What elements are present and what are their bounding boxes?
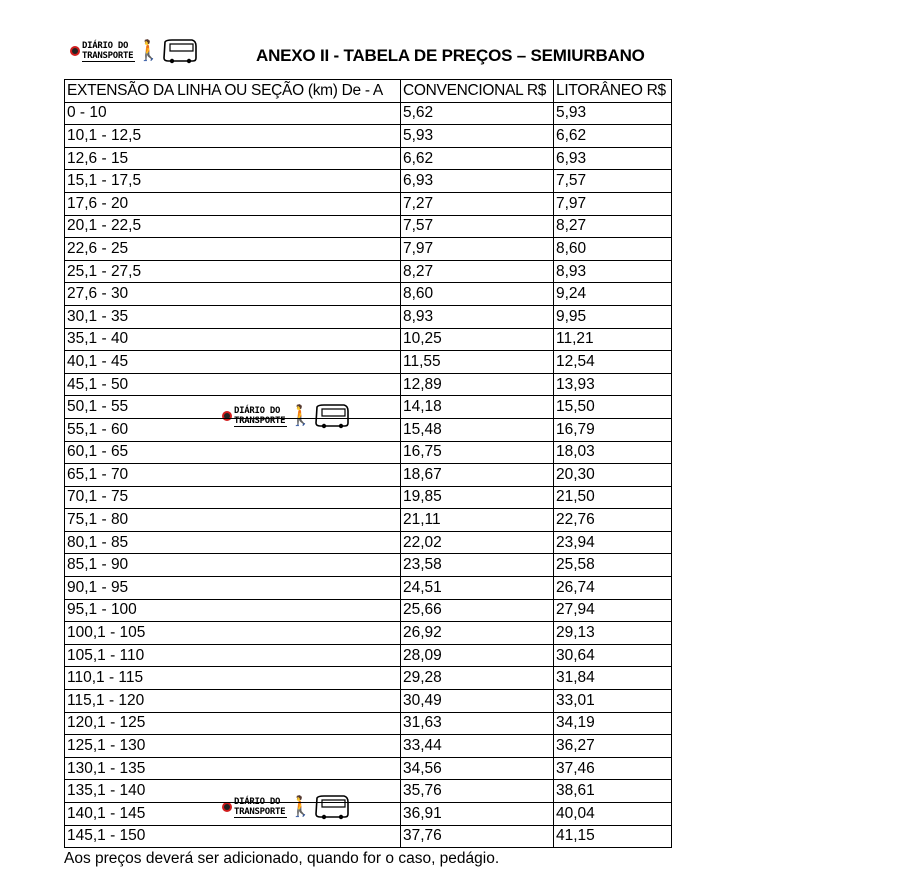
cell-conventional-price: 8,93 xyxy=(401,305,554,328)
cell-extension: 35,1 - 40 xyxy=(65,328,401,351)
cell-conventional-price: 7,27 xyxy=(401,192,554,215)
cell-conventional-price: 6,93 xyxy=(401,170,554,193)
cell-coastal-price: 38,61 xyxy=(554,780,672,803)
cell-extension: 70,1 - 75 xyxy=(65,486,401,509)
cell-conventional-price: 11,55 xyxy=(401,351,554,374)
cell-coastal-price: 9,95 xyxy=(554,305,672,328)
table-row xyxy=(65,328,672,351)
table-row xyxy=(65,554,672,577)
cell-coastal-price: 23,94 xyxy=(554,531,672,554)
cell-coastal-price: 34,19 xyxy=(554,712,672,735)
cell-extension: 40,1 - 45 xyxy=(65,351,401,374)
cell-conventional-price: 37,76 xyxy=(401,825,554,848)
table-row xyxy=(65,509,672,532)
table-row xyxy=(65,238,672,261)
cell-extension: 85,1 - 90 xyxy=(65,554,401,577)
cell-extension: 0 - 10 xyxy=(65,102,401,125)
cell-coastal-price: 41,15 xyxy=(554,825,672,848)
cell-extension: 105,1 - 110 xyxy=(65,644,401,667)
cell-coastal-price: 20,30 xyxy=(554,464,672,487)
logo-badge-icon xyxy=(70,46,80,56)
cell-conventional-price: 33,44 xyxy=(401,735,554,758)
cell-coastal-price: 7,97 xyxy=(554,192,672,215)
cell-coastal-price: 25,58 xyxy=(554,554,672,577)
column-header-coastal: LITORÂNEO R$ xyxy=(554,80,672,103)
cell-extension: 30,1 - 35 xyxy=(65,305,401,328)
cell-extension: 10,1 - 12,5 xyxy=(65,125,401,148)
table-row xyxy=(65,735,672,758)
cell-coastal-price: 9,24 xyxy=(554,283,672,306)
cell-conventional-price: 5,62 xyxy=(401,102,554,125)
cell-extension: 75,1 - 80 xyxy=(65,509,401,532)
cell-conventional-price: 12,89 xyxy=(401,373,554,396)
table-row xyxy=(65,667,672,690)
table-row xyxy=(65,351,672,374)
cell-coastal-price: 30,64 xyxy=(554,644,672,667)
bus-icon xyxy=(162,38,198,64)
cell-extension: 130,1 - 135 xyxy=(65,757,401,780)
cell-extension: 100,1 - 105 xyxy=(65,622,401,645)
cell-extension: 90,1 - 95 xyxy=(65,577,401,600)
cell-extension: 65,1 - 70 xyxy=(65,464,401,487)
table-row xyxy=(65,825,672,848)
table-row xyxy=(65,464,672,487)
table-row xyxy=(65,260,672,283)
cell-extension: 120,1 - 125 xyxy=(65,712,401,735)
cell-coastal-price: 29,13 xyxy=(554,622,672,645)
table-row xyxy=(65,577,672,600)
page-title: ANEXO II - TABELA DE PREÇOS – SEMIURBANO xyxy=(256,46,645,65)
cell-coastal-price: 26,74 xyxy=(554,577,672,600)
cell-extension: 110,1 - 115 xyxy=(65,667,401,690)
table-row xyxy=(65,192,672,215)
cell-coastal-price: 12,54 xyxy=(554,351,672,374)
table-row xyxy=(65,803,672,826)
cell-conventional-price: 22,02 xyxy=(401,531,554,554)
column-header-extension: EXTENSÃO DA LINHA OU SEÇÃO (km) De - A xyxy=(65,80,401,103)
table-row xyxy=(65,690,672,713)
cell-conventional-price: 7,57 xyxy=(401,215,554,238)
cell-extension: 115,1 - 120 xyxy=(65,690,401,713)
cell-conventional-price: 8,60 xyxy=(401,283,554,306)
table-row xyxy=(65,712,672,735)
cell-coastal-price: 21,50 xyxy=(554,486,672,509)
cell-coastal-price: 8,27 xyxy=(554,215,672,238)
cell-conventional-price: 36,91 xyxy=(401,803,554,826)
person-icon: 🚶 xyxy=(288,796,314,818)
table-row xyxy=(65,780,672,803)
table-row xyxy=(65,283,672,306)
table-row xyxy=(65,531,672,554)
cell-conventional-price: 31,63 xyxy=(401,712,554,735)
cell-extension: 15,1 - 17,5 xyxy=(65,170,401,193)
cell-extension: 135,1 - 140 xyxy=(65,780,401,803)
cell-conventional-price: 34,56 xyxy=(401,757,554,780)
cell-coastal-price: 37,46 xyxy=(554,757,672,780)
watermark-line2: TRANSPORTE xyxy=(234,415,286,426)
cell-coastal-price: 36,27 xyxy=(554,735,672,758)
table-row xyxy=(65,486,672,509)
cell-extension: 27,6 - 30 xyxy=(65,283,401,306)
cell-extension: 80,1 - 85 xyxy=(65,531,401,554)
table-row xyxy=(65,757,672,780)
cell-conventional-price: 16,75 xyxy=(401,441,554,464)
table-row xyxy=(65,418,672,441)
cell-coastal-price: 5,93 xyxy=(554,102,672,125)
table-row xyxy=(65,147,672,170)
table-row xyxy=(65,215,672,238)
cell-extension: 125,1 - 130 xyxy=(65,735,401,758)
table-row xyxy=(65,170,672,193)
cell-conventional-price: 24,51 xyxy=(401,577,554,600)
person-icon: 🚶 xyxy=(288,405,314,427)
table-row xyxy=(65,305,672,328)
cell-conventional-price: 21,11 xyxy=(401,509,554,532)
cell-coastal-price: 8,93 xyxy=(554,260,672,283)
cell-conventional-price: 6,62 xyxy=(401,147,554,170)
table-row xyxy=(65,125,672,148)
table-row xyxy=(65,373,672,396)
logo-line1: DIÁRIO DO xyxy=(82,40,129,51)
table-row xyxy=(65,644,672,667)
cell-coastal-price: 22,76 xyxy=(554,509,672,532)
cell-extension: 145,1 - 150 xyxy=(65,825,401,848)
cell-conventional-price: 19,85 xyxy=(401,486,554,509)
watermark-line1: DIÁRIO DO xyxy=(234,796,281,807)
cell-coastal-price: 13,93 xyxy=(554,373,672,396)
cell-conventional-price: 28,09 xyxy=(401,644,554,667)
cell-coastal-price: 31,84 xyxy=(554,667,672,690)
cell-coastal-price: 6,93 xyxy=(554,147,672,170)
cell-extension: 55,1 - 60 xyxy=(65,418,401,441)
cell-conventional-price: 26,92 xyxy=(401,622,554,645)
cell-coastal-price: 40,04 xyxy=(554,803,672,826)
cell-extension: 25,1 - 27,5 xyxy=(65,260,401,283)
cell-conventional-price: 15,48 xyxy=(401,418,554,441)
cell-extension: 95,1 - 100 xyxy=(65,599,401,622)
cell-conventional-price: 25,66 xyxy=(401,599,554,622)
cell-conventional-price: 23,58 xyxy=(401,554,554,577)
table-row xyxy=(65,599,672,622)
cell-extension: 20,1 - 22,5 xyxy=(65,215,401,238)
cell-coastal-price: 15,50 xyxy=(554,396,672,419)
table-row xyxy=(65,102,672,125)
cell-conventional-price: 8,27 xyxy=(401,260,554,283)
cell-conventional-price: 30,49 xyxy=(401,690,554,713)
cell-coastal-price: 7,57 xyxy=(554,170,672,193)
cell-conventional-price: 18,67 xyxy=(401,464,554,487)
diario-do-transporte-logo xyxy=(70,38,198,64)
cell-extension: 60,1 - 65 xyxy=(65,441,401,464)
cell-coastal-price: 18,03 xyxy=(554,441,672,464)
table-row xyxy=(65,622,672,645)
person-icon: 🚶 xyxy=(136,40,162,62)
table-row xyxy=(65,396,672,419)
cell-extension: 140,1 - 145 xyxy=(65,803,401,826)
watermark-line1: DIÁRIO DO xyxy=(234,405,281,416)
cell-conventional-price: 14,18 xyxy=(401,396,554,419)
footnote: Aos preços deverá ser adicionado, quando for o caso, pedágio. xyxy=(64,850,500,867)
cell-extension: 45,1 - 50 xyxy=(65,373,401,396)
cell-coastal-price: 6,62 xyxy=(554,125,672,148)
table-header-row xyxy=(65,80,672,103)
cell-coastal-price: 27,94 xyxy=(554,599,672,622)
cell-extension: 12,6 - 15 xyxy=(65,147,401,170)
cell-conventional-price: 35,76 xyxy=(401,780,554,803)
cell-extension: 17,6 - 20 xyxy=(65,192,401,215)
price-table xyxy=(64,79,672,848)
cell-conventional-price: 29,28 xyxy=(401,667,554,690)
cell-extension: 22,6 - 25 xyxy=(65,238,401,261)
cell-coastal-price: 11,21 xyxy=(554,328,672,351)
cell-extension: 50,1 - 55 xyxy=(65,396,401,419)
cell-conventional-price: 5,93 xyxy=(401,125,554,148)
cell-conventional-price: 7,97 xyxy=(401,238,554,261)
price-table-body xyxy=(65,102,672,848)
cell-conventional-price: 10,25 xyxy=(401,328,554,351)
table-row xyxy=(65,441,672,464)
logo-line2: TRANSPORTE xyxy=(82,50,134,61)
cell-coastal-price: 33,01 xyxy=(554,690,672,713)
column-header-conventional: CONVENCIONAL R$ xyxy=(401,80,554,103)
document-header xyxy=(66,36,676,76)
watermark-line2: TRANSPORTE xyxy=(234,806,286,817)
cell-coastal-price: 16,79 xyxy=(554,418,672,441)
cell-coastal-price: 8,60 xyxy=(554,238,672,261)
